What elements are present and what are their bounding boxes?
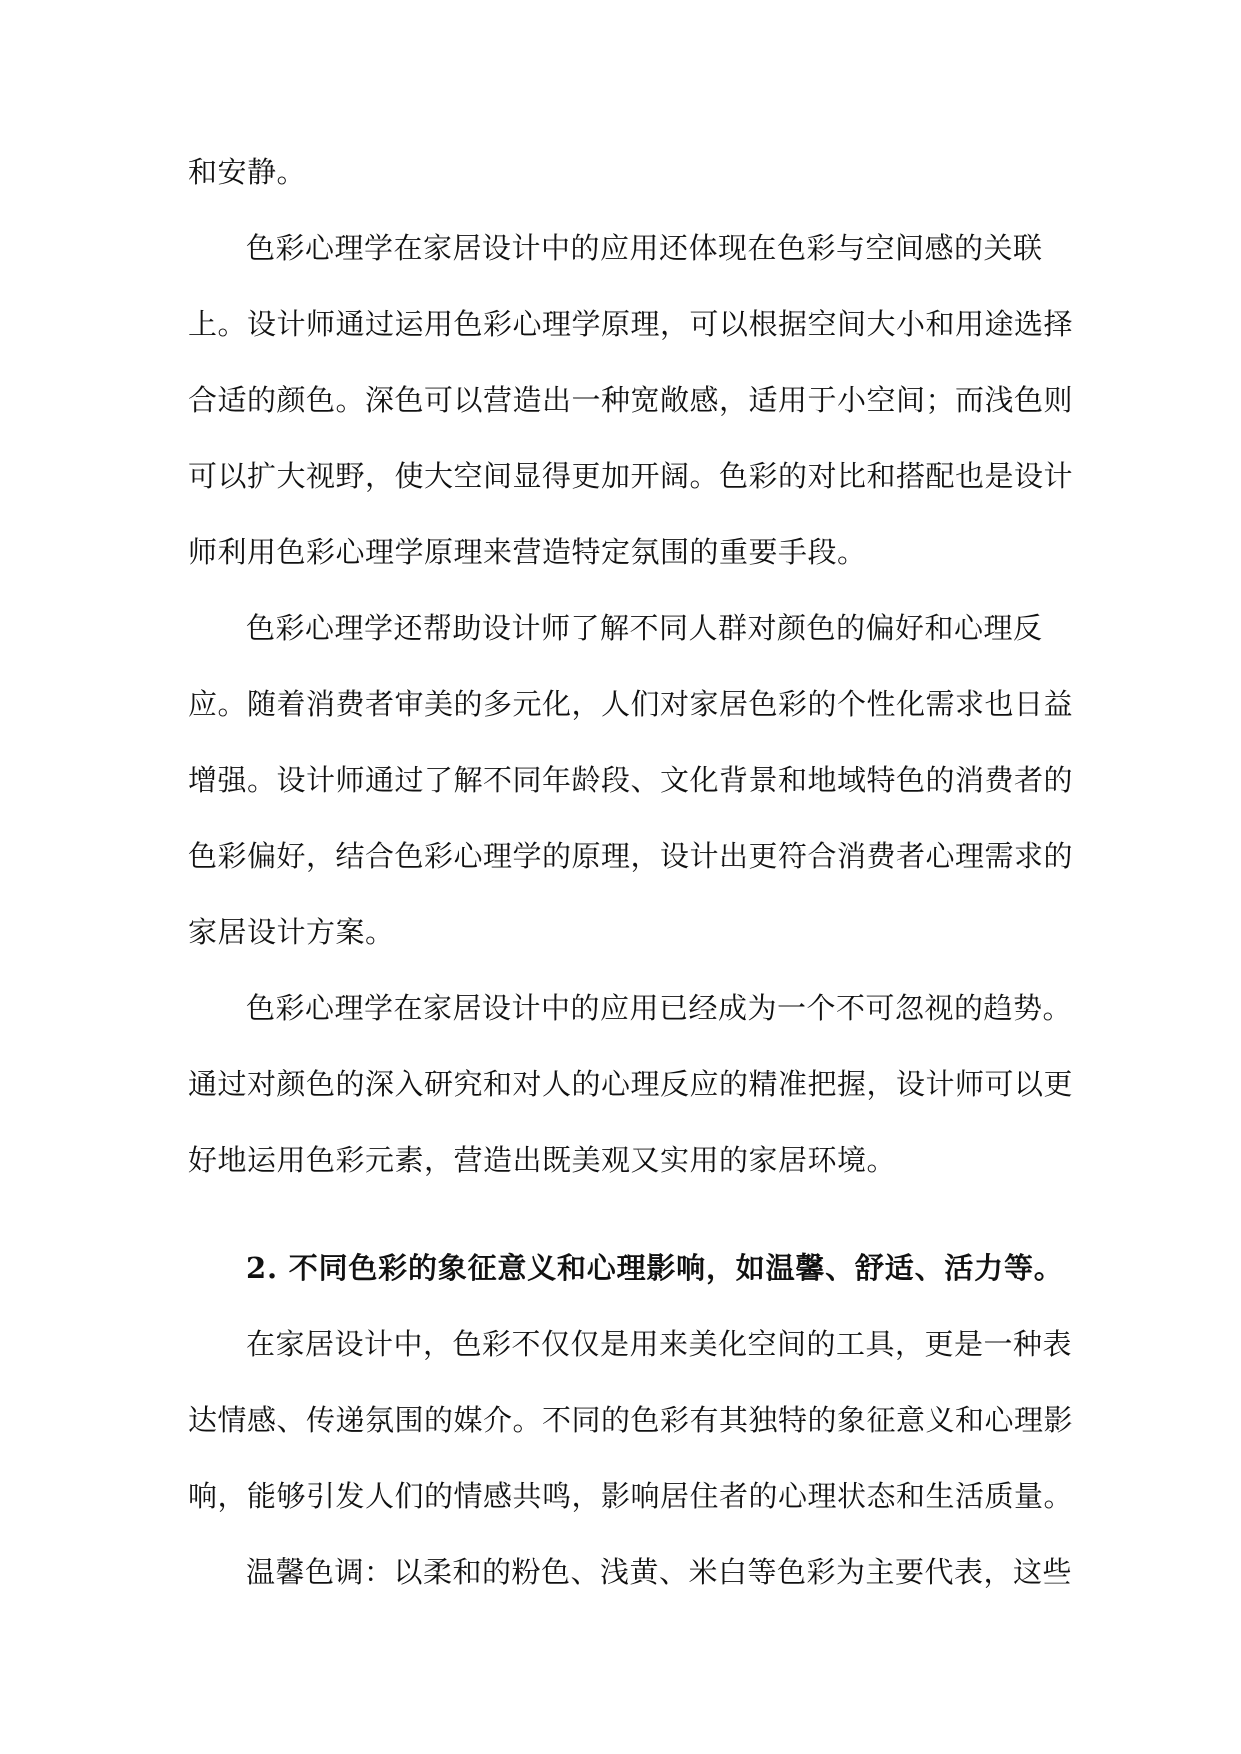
text-line: 家居设计方案。 — [188, 915, 395, 949]
section-heading: 2. 不同色彩的象征意义和心理影响，如温馨、舒适、活力等。 — [246, 1251, 1064, 1285]
paragraph-first-line: 温馨色调：以柔和的粉色、浅黄、米白等色彩为主要代表，这些 — [246, 1555, 1073, 1589]
text-line: 色彩偏好，结合色彩心理学的原理，设计出更符合消费者心理需求的 — [188, 839, 1074, 873]
paragraph-first-line: 色彩心理学在家居设计中的应用还体现在色彩与空间感的关联 — [246, 231, 1043, 265]
text-line: 达情感、传递氛围的媒介。不同的色彩有其独特的象征意义和心理影 — [188, 1403, 1074, 1437]
paragraph-first-line: 色彩心理学还帮助设计师了解不同人群对颜色的偏好和心理反 — [246, 611, 1043, 645]
text-line: 上。设计师通过运用色彩心理学原理，可以根据空间大小和用途选择 — [188, 307, 1074, 341]
text-line: 应。随着消费者审美的多元化，人们对家居色彩的个性化需求也日益 — [188, 687, 1074, 721]
text-line: 响，能够引发人们的情感共鸣，影响居住者的心理状态和生活质量。 — [188, 1479, 1074, 1513]
paragraph-first-line: 色彩心理学在家居设计中的应用已经成为一个不可忽视的趋势。 — [246, 991, 1073, 1025]
text-line: 和安静。 — [188, 155, 307, 189]
text-line: 好地运用色彩元素，营造出既美观又实用的家居环境。 — [188, 1143, 897, 1177]
text-line: 增强。设计师通过了解不同年龄段、文化背景和地域特色的消费者的 — [188, 763, 1074, 797]
text-line: 通过对颜色的深入研究和对人的心理反应的精准把握，设计师可以更 — [188, 1067, 1074, 1101]
text-line: 可以扩大视野，使大空间显得更加开阔。色彩的对比和搭配也是设计 — [188, 459, 1074, 493]
text-line: 合适的颜色。深色可以营造出一种宽敞感，适用于小空间；而浅色则 — [188, 383, 1074, 417]
text-line: 师利用色彩心理学原理来营造特定氛围的重要手段。 — [188, 535, 867, 569]
paragraph-first-line: 在家居设计中，色彩不仅仅是用来美化空间的工具，更是一种表 — [246, 1327, 1073, 1361]
